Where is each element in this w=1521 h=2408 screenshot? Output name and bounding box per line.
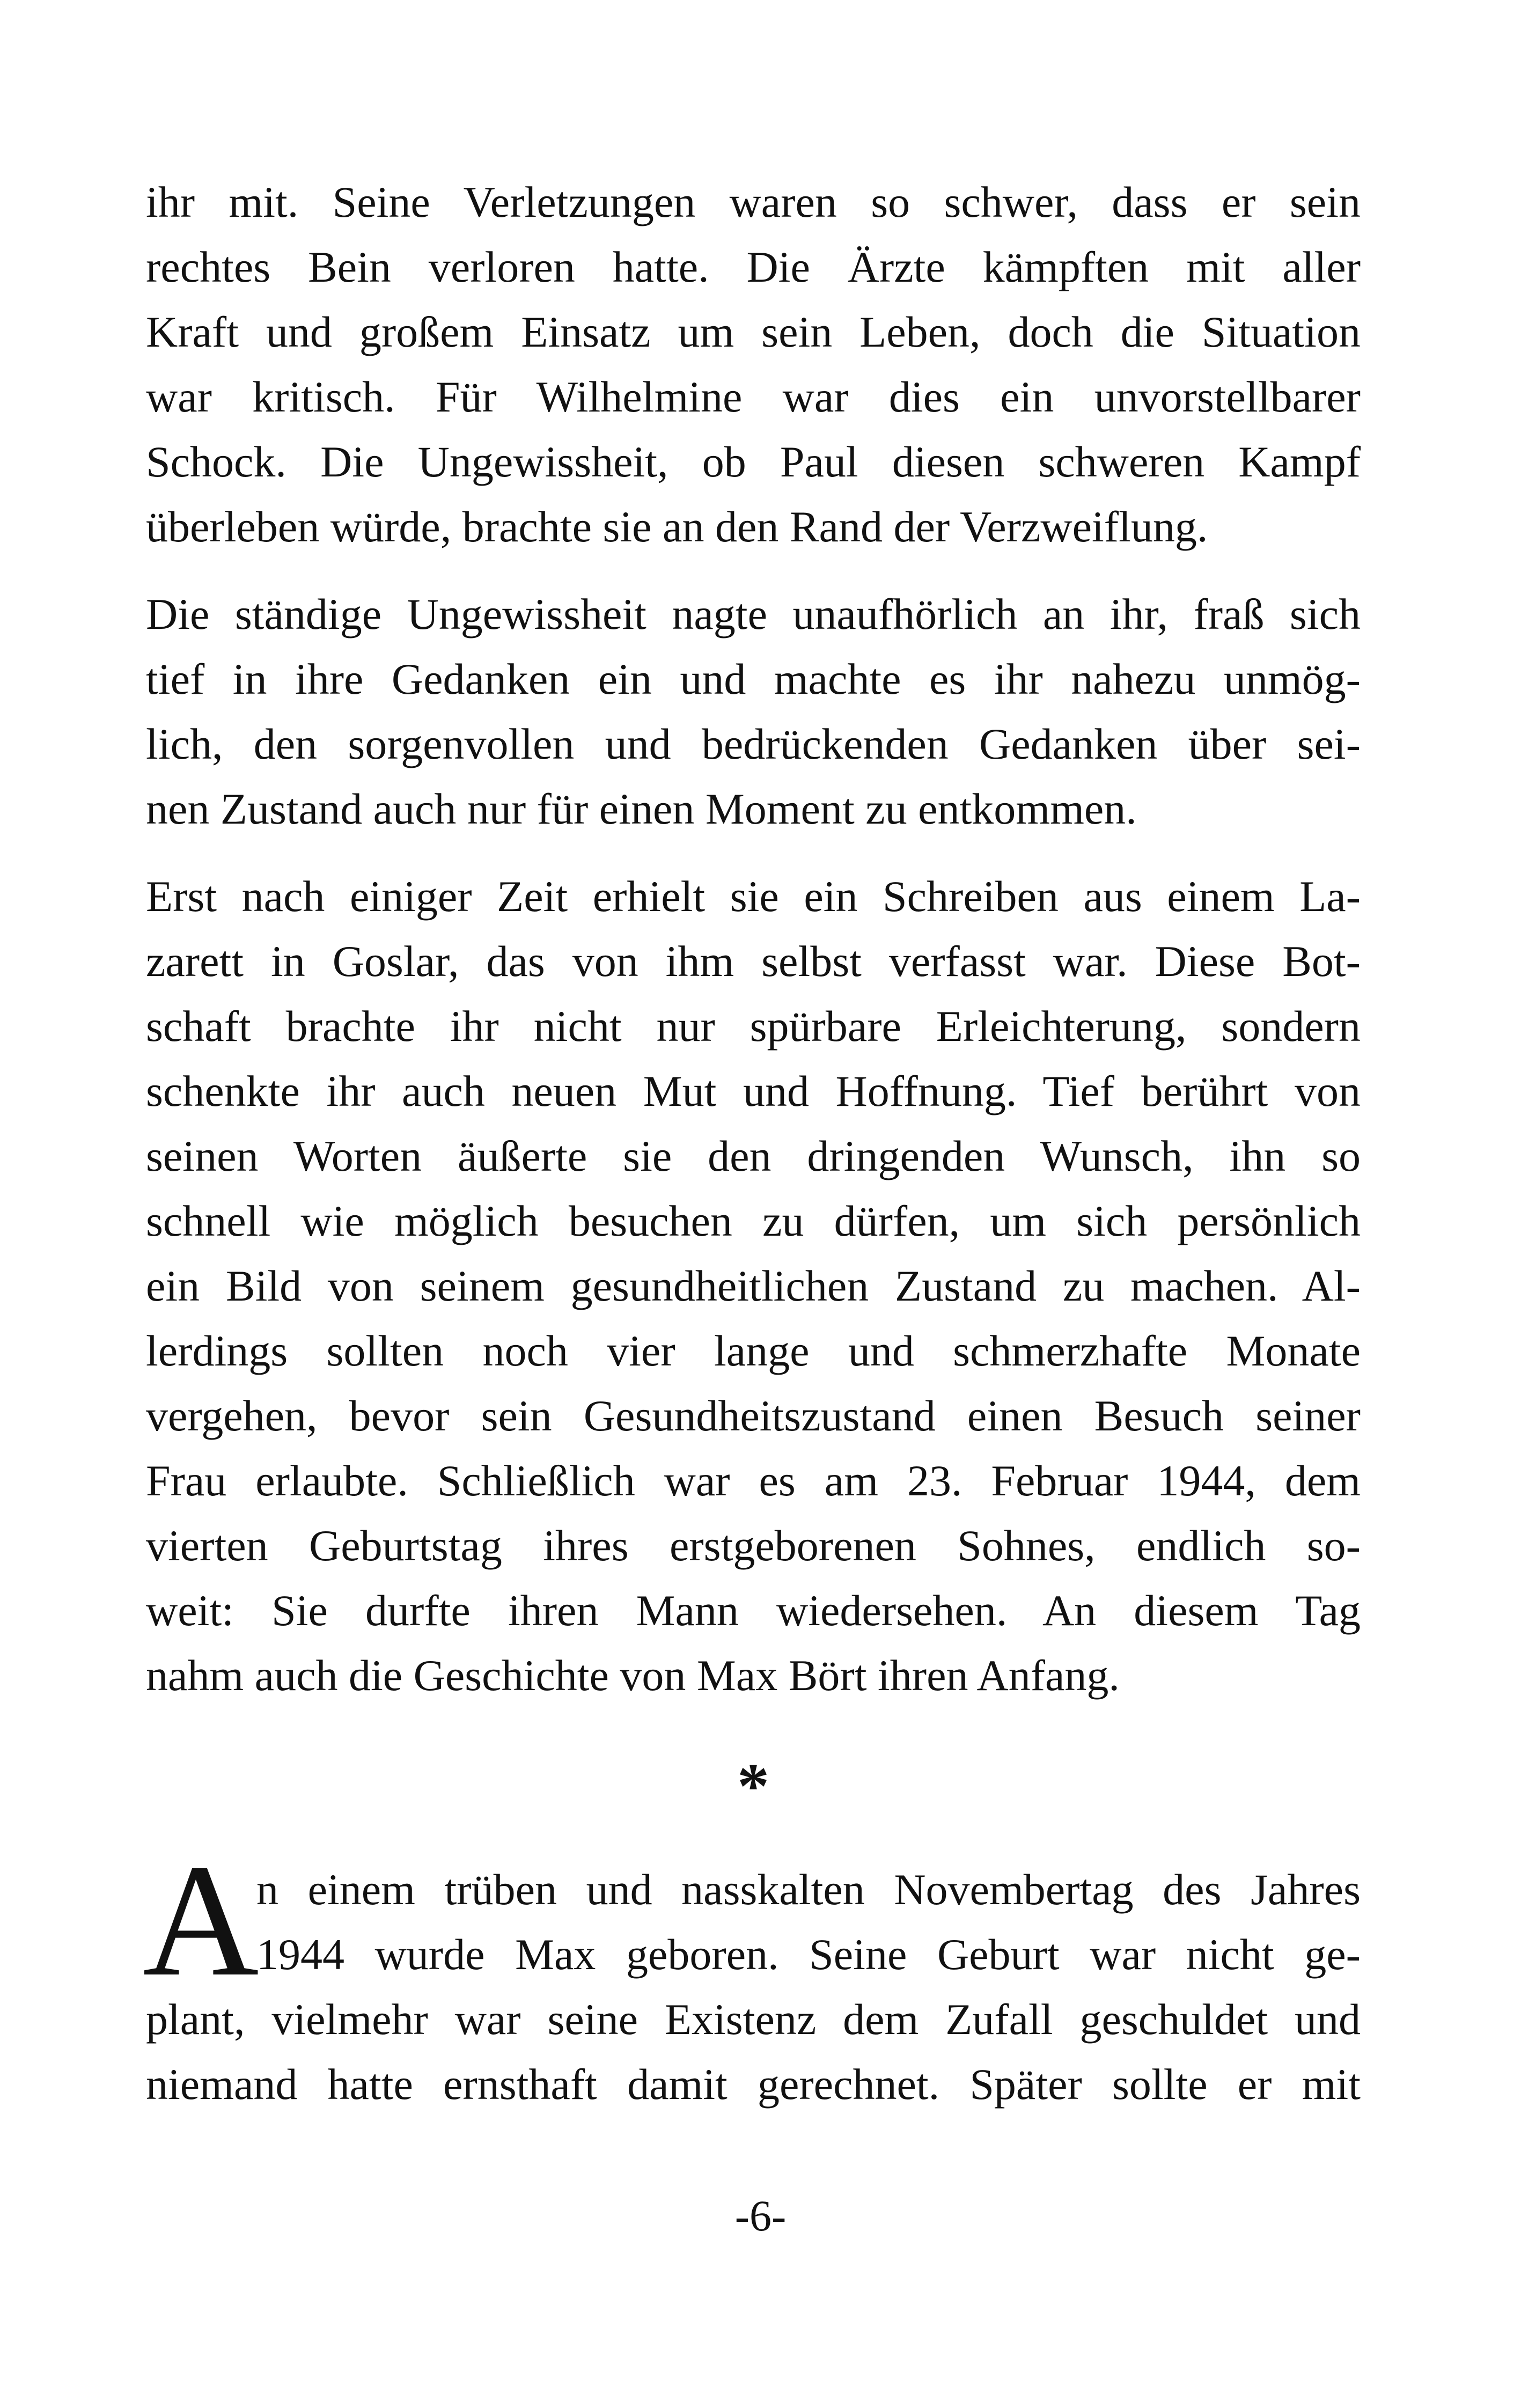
text-line: zarett in Goslar, das von ihm selbst verfasst war. Diese Bot- [146, 937, 1361, 986]
text-line: lich, den sorgenvollen und bedrückenden Gedanken über sei- [146, 720, 1361, 768]
chapter-start-paragraph [143, 1831, 1361, 2117]
text-line: tief in ihre Gedanken ein und machte es ihr nahezu unmög- [146, 655, 1361, 703]
text-line: seinen Worten äußerte sie den dringenden Wunsch, ihn so [146, 1132, 1361, 1180]
text-line: vierten Geburtstag ihres erstgeborenen Sohnes, endlich so- [146, 1521, 1361, 1570]
text-line: schaft brachte ihr nicht nur spürbare Erleichterung, sondern [146, 1002, 1361, 1051]
text-line: plant, vielmehr war seine Existenz dem Zufall geschuldet und [146, 1995, 1361, 2044]
drop-cap: A [143, 1831, 259, 2009]
text-line: schenkte ihr auch neuen Mut und Hoffnung. Tief berührt von [146, 1067, 1361, 1115]
section-separator: * [737, 1750, 769, 1822]
paragraph-3 [146, 864, 1361, 1708]
page-number: -6- [734, 2191, 787, 2240]
text-line: weit: Sie durfte ihren Mann wiedersehen. An diesem Tag [146, 1586, 1361, 1635]
text-line: Schock. Die Ungewissheit, ob Paul diesen schweren Kampf [146, 437, 1361, 486]
text-line: n einem trüben und nasskalten Novembertag des Jahres [256, 1865, 1361, 1914]
text-line: schnell wie möglich besuchen zu dürfen, um sich persönlich [146, 1196, 1361, 1245]
text-line: nen Zustand auch nur für einen Moment zu entkommen. [146, 784, 1137, 833]
text-line: überleben würde, brachte sie an den Rand der Verzweiflung. [146, 502, 1208, 551]
text-line: niemand hatte ernsthaft damit gerechnet. Später sollte er mit [146, 2060, 1361, 2109]
text-line: rechtes Bein verloren hatte. Die Ärzte kämpften mit aller [146, 243, 1361, 291]
text-line: lerdings sollten noch vier lange und schmerzhafte Monate [146, 1326, 1361, 1375]
text-line: ein Bild von seinem gesundheitlichen Zustand zu machen. Al- [146, 1261, 1361, 1310]
text-line: Frau erlaubte. Schließlich war es am 23. Februar 1944, dem [146, 1456, 1361, 1505]
text-line: Die ständige Ungewissheit nagte unaufhörlich an ihr, fraß sich [146, 590, 1361, 638]
text-line: 1944 wurde Max geboren. Seine Geburt war nicht ge- [256, 1930, 1361, 1979]
text-line: Erst nach einiger Zeit erhielt sie ein Schreiben aus einem La- [146, 872, 1361, 921]
text-line: nahm auch die Geschichte von Max Bört ihren Anfang. [146, 1651, 1120, 1700]
paragraph-2 [146, 582, 1361, 841]
text-line: vergehen, bevor sein Gesundheitszustand einen Besuch seiner [146, 1391, 1361, 1440]
page-body [143, 170, 1361, 2117]
paragraph-1 [146, 170, 1361, 559]
text-line: Kraft und großem Einsatz um sein Leben, doch die Situation [146, 307, 1361, 356]
text-line: war kritisch. Für Wilhelmine war dies ein unvorstellbarer [146, 372, 1361, 421]
text-line: ihr mit. Seine Verletzungen waren so schwer, dass er sein [146, 178, 1361, 226]
